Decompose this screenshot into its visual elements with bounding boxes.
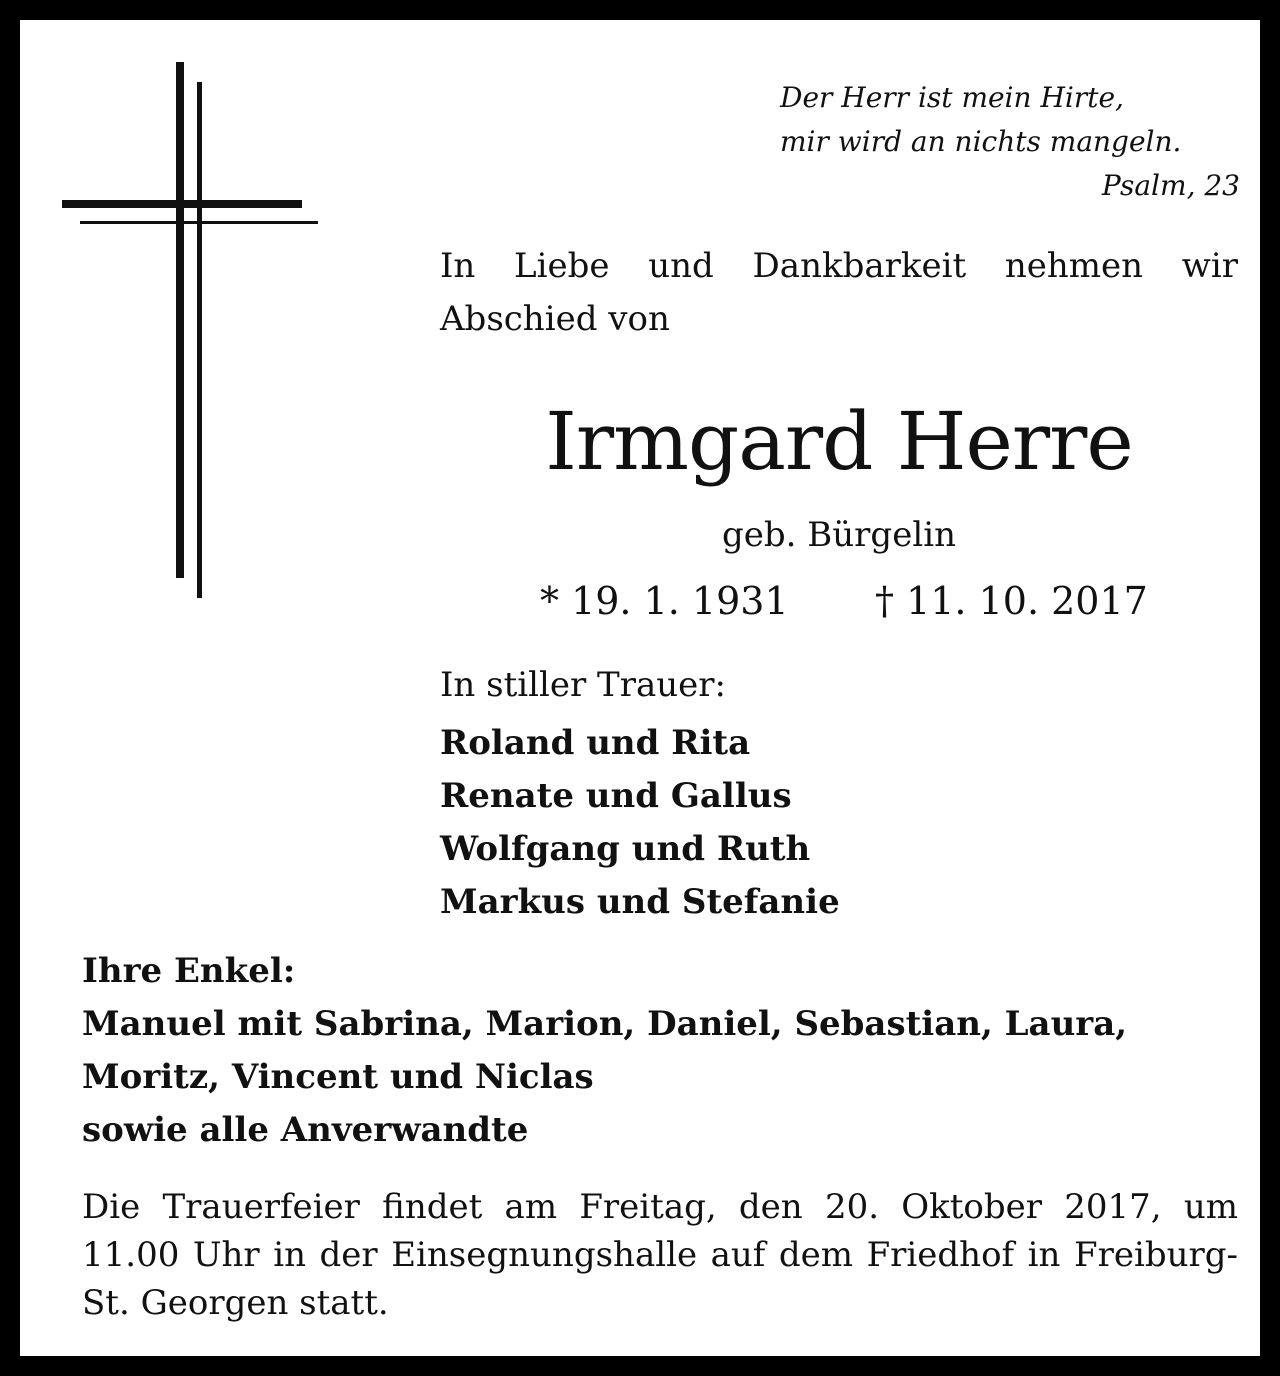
grandchildren-heading: Ihre Enkel:: [82, 951, 296, 991]
relatives-line: sowie alle Anverwandte: [82, 1110, 529, 1150]
death-date: † 11. 10. 2017: [875, 579, 1148, 623]
grandchildren-line-1: Manuel mit Sabrina, Marion, Daniel, Sebastian, Laura,: [82, 1004, 1128, 1044]
verse-line-2: mir wird an nichts mangeln.: [780, 125, 1182, 158]
mourners-list: [440, 717, 840, 929]
mourner-name: Markus und Stefanie: [440, 882, 840, 922]
mourners-heading: In stiller Trauer:: [440, 665, 726, 705]
verse-line-1: Der Herr ist mein Hirte,: [780, 81, 1124, 114]
deceased-name: Irmgard Herre: [545, 395, 1133, 488]
grandchildren-line-2: Moritz, Vincent und Niclas: [82, 1057, 594, 1097]
psalm-verse: [780, 76, 1240, 208]
service-info: Die Trauerfeier findet am Freitag, den 20. Oktober 2017, um 11.00 Uhr in der Einsegnungshalle auf dem Friedhof in Freiburg-St. Georgen statt.: [82, 1187, 1238, 1323]
mourner-name: Renate und Gallus: [440, 776, 792, 816]
maiden-name: geb. Bürgelin: [722, 515, 956, 555]
mourner-name: Wolfgang und Ruth: [440, 829, 811, 869]
birth-date: * 19. 1. 1931: [540, 579, 789, 623]
obituary-card: [20, 20, 1260, 1356]
grandchildren-section: [82, 945, 1238, 1157]
verse-reference: Psalm, 23: [1101, 169, 1240, 202]
mourner-name: Roland und Rita: [440, 723, 751, 763]
intro-text: In Liebe und Dankbarkeit nehmen wir Abschied von: [440, 246, 1238, 339]
